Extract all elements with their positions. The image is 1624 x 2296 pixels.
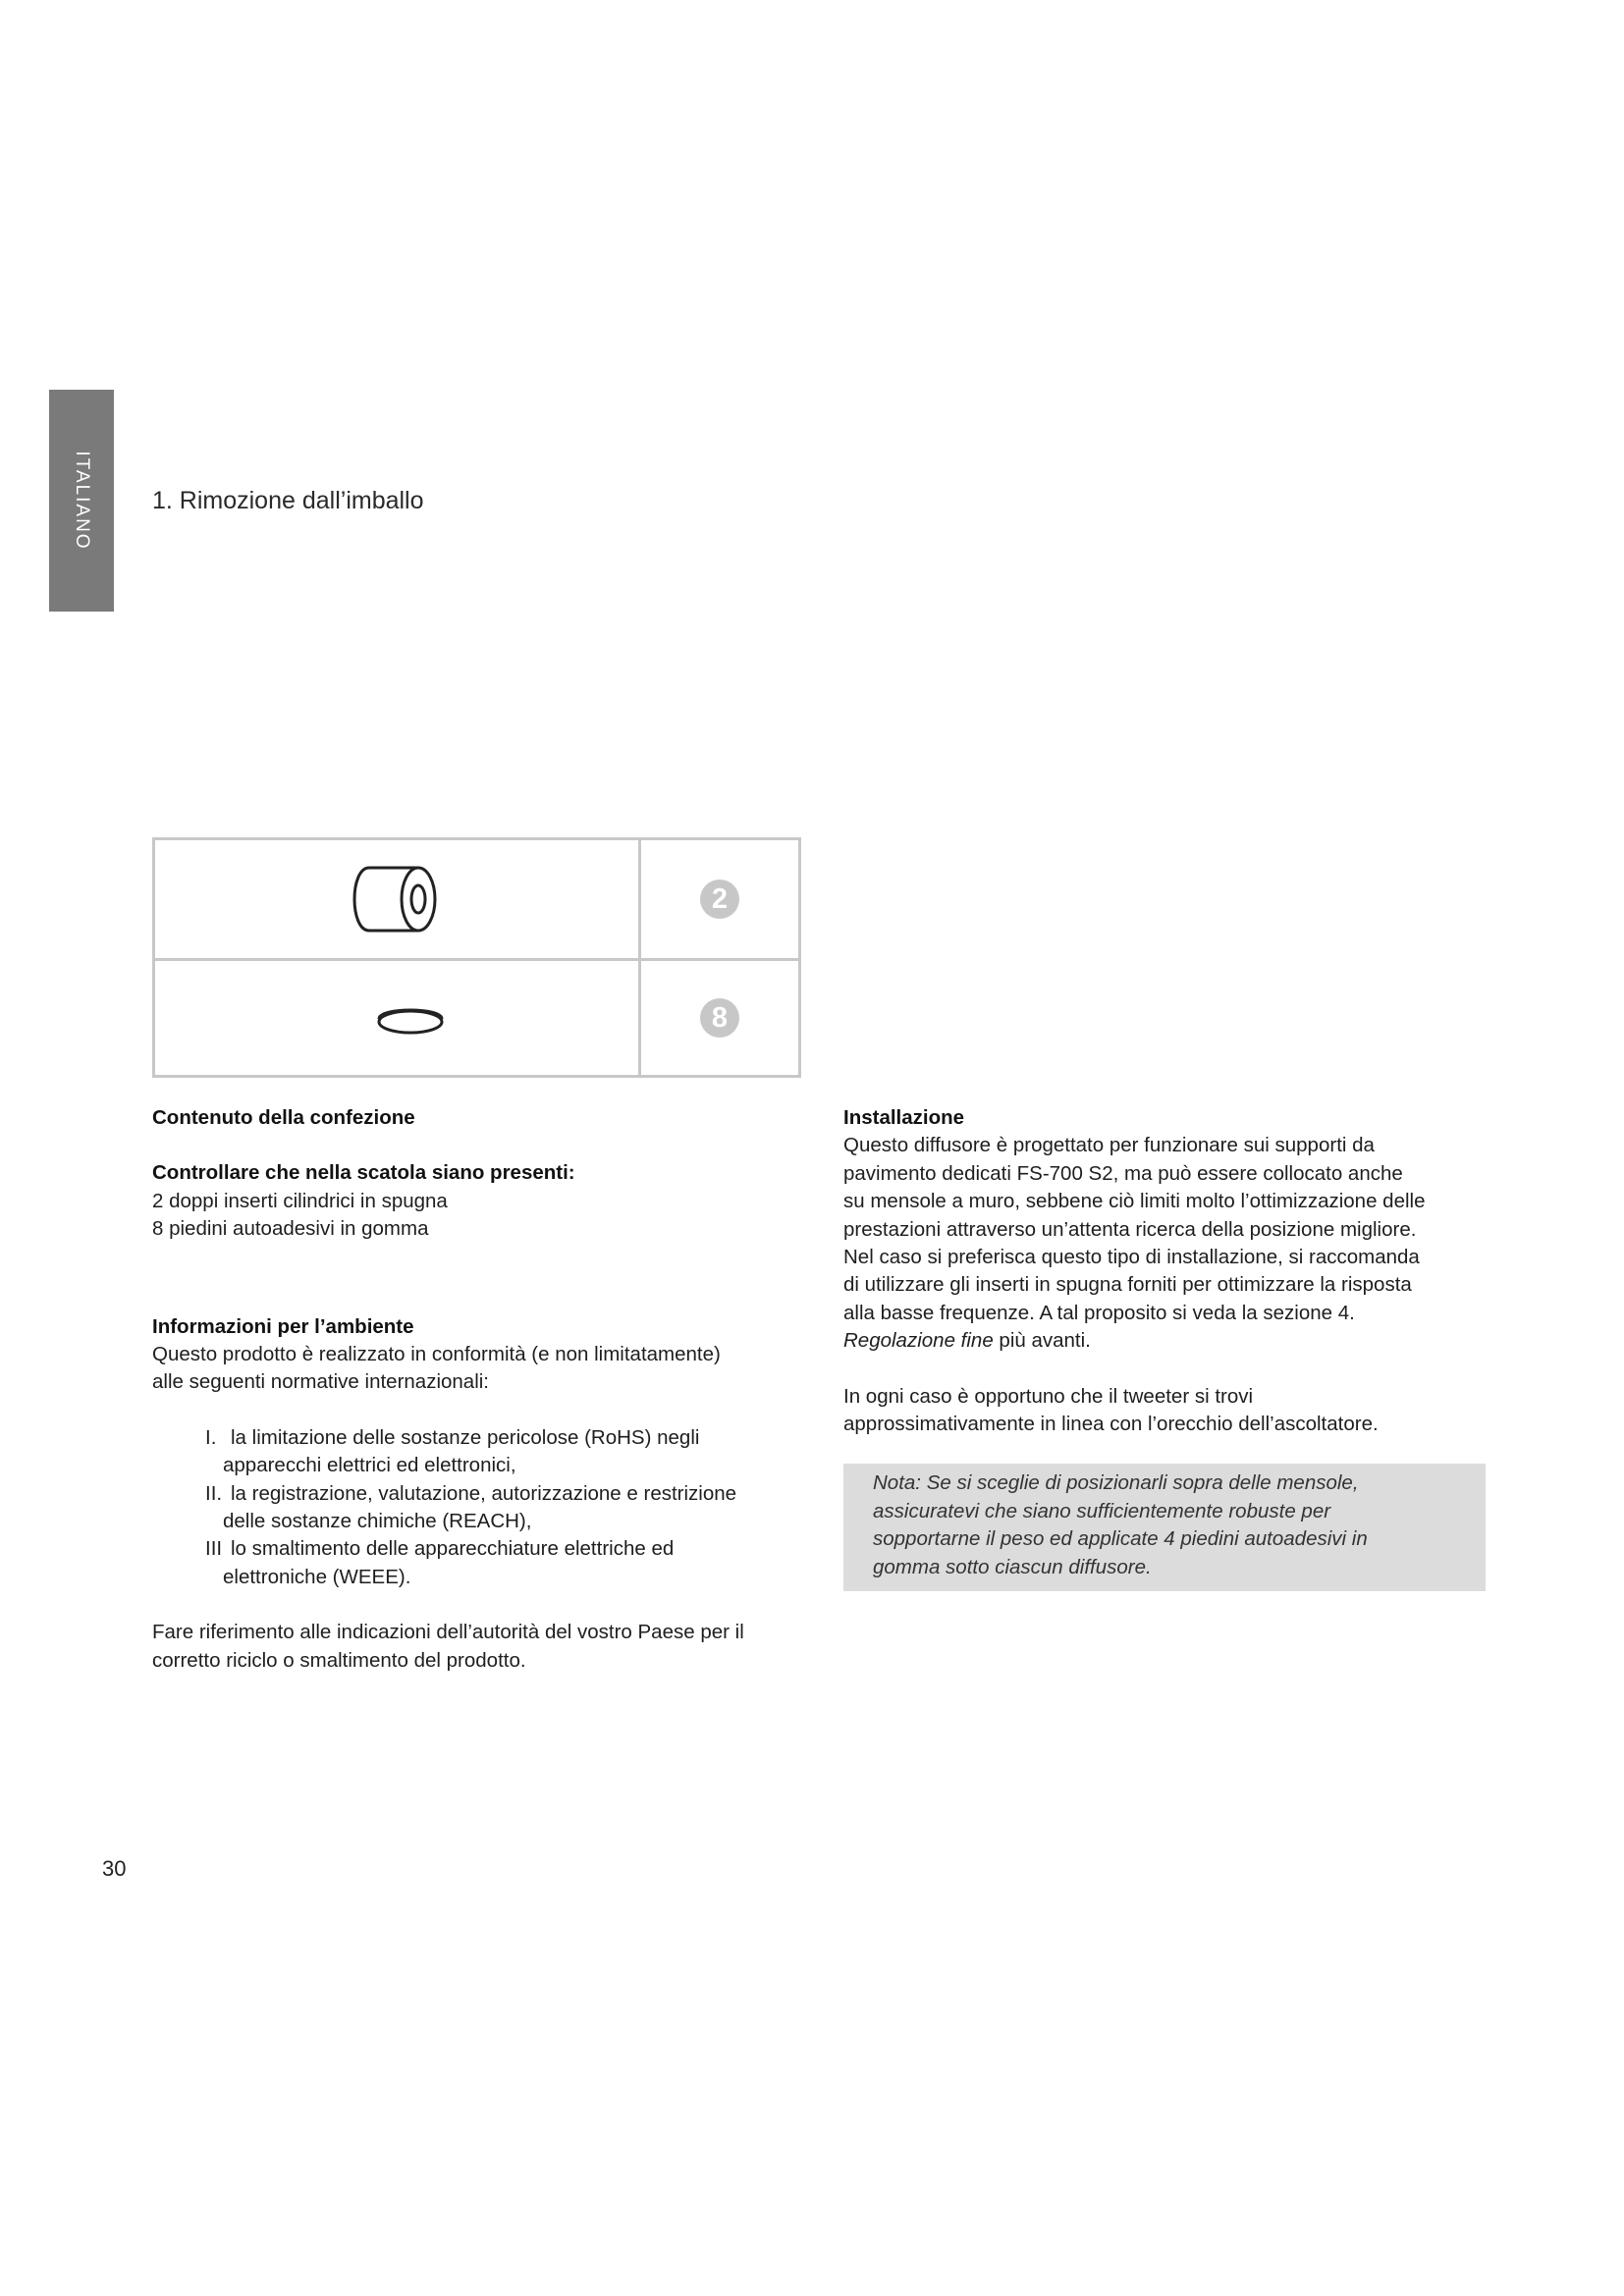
language-tab — [49, 390, 114, 612]
disposal-line: corretto riciclo o smaltimento del prodotto. — [152, 1648, 526, 1672]
installation-line: prestazioni attraverso un’attenta ricerca della posizione migliore. — [843, 1217, 1417, 1241]
list-item: II. la registrazione, valutazione, autorizzazione e restrizione delle sostanze chimiche (REACH), — [205, 1481, 737, 1533]
table-row — [155, 840, 798, 961]
list-item: 8 piedini autoadesivi in gomma — [152, 1217, 429, 1241]
list-item: I. la limitazione delle sostanze pericolose (RoHS) negli apparecchi elettrici ed elettronici, — [205, 1425, 700, 1477]
quantity-cell — [641, 960, 798, 1075]
note-line: assicuratevi che siano sufficientemente robuste per — [873, 1499, 1331, 1522]
installation-reference: Regolazione fine più avanti. — [843, 1329, 1091, 1353]
note-line: gomma sotto ciascun diffusore. — [873, 1555, 1152, 1578]
table-row — [155, 960, 798, 1075]
list-item: 2 doppi inserti cilindrici in spugna — [152, 1189, 448, 1212]
environment-heading: Informazioni per l’ambiente — [152, 1314, 414, 1338]
note-box — [843, 1464, 1486, 1591]
package-contents-table — [152, 837, 801, 1078]
item-image-cell — [155, 840, 641, 958]
installation-line: alla basse frequenze. A tal proposito si veda la sezione 4. — [843, 1301, 1355, 1324]
rubber-foot-pad-icon — [155, 960, 641, 1075]
foam-cylinder-insert-icon — [155, 840, 641, 955]
quantity-cell — [641, 840, 798, 958]
item-image-cell — [155, 960, 641, 1075]
installation-line: Questo diffusore è progettato per funzionare sui supporti da — [843, 1134, 1375, 1157]
package-contents-heading: Contenuto della confezione — [152, 1106, 415, 1129]
norms-list — [152, 1424, 800, 1591]
installation-heading: Installazione — [843, 1106, 965, 1129]
list-item: III lo smaltimento delle apparecchiature elettriche ed elettroniche (WEEE). — [205, 1537, 675, 1588]
installation-line: Nel caso si preferisca questo tipo di installazione, si raccomanda — [843, 1246, 1420, 1269]
page-number: 30 — [102, 1856, 127, 1881]
right-column — [843, 1104, 1482, 1591]
disposal-line: Fare riferimento alle indicazioni dell’autorità del vostro Paese per il — [152, 1621, 744, 1644]
language-tab-label: ITALIANO — [72, 451, 92, 551]
left-column — [152, 1104, 800, 1675]
check-contents-heading: Controllare che nella scatola siano presenti: — [152, 1161, 575, 1185]
section-reference: Regolazione fine — [843, 1329, 994, 1353]
quantity-badge: 8 — [700, 998, 739, 1038]
installation-line: su mensole a muro, sebbene ciò limiti molto l’ottimizzazione delle — [843, 1190, 1426, 1213]
tweeter-line: In ogni caso è opportuno che il tweeter si trovi — [843, 1384, 1254, 1408]
environment-intro-line: alle seguenti normative internazionali: — [152, 1370, 490, 1394]
installation-line: di utilizzare gli inserti in spugna forniti per ottimizzare la risposta — [843, 1273, 1412, 1297]
tweeter-line: approssimativamente in linea con l’orecchio dell’ascoltatore. — [843, 1413, 1379, 1436]
installation-line: pavimento dedicati FS-700 S2, ma può essere collocato anche — [843, 1161, 1403, 1185]
environment-intro-line: Questo prodotto è realizzato in conformità (e non limitatamente) — [152, 1343, 721, 1366]
note-line: sopportarne il peso ed applicate 4 piedini autoadesivi in — [873, 1527, 1368, 1551]
quantity-badge: 2 — [700, 880, 739, 919]
section-title: 1. Rimozione dall’imballo — [152, 487, 424, 514]
note-line: Nota: Se si sceglie di posizionarli sopra delle mensole, — [873, 1471, 1359, 1495]
